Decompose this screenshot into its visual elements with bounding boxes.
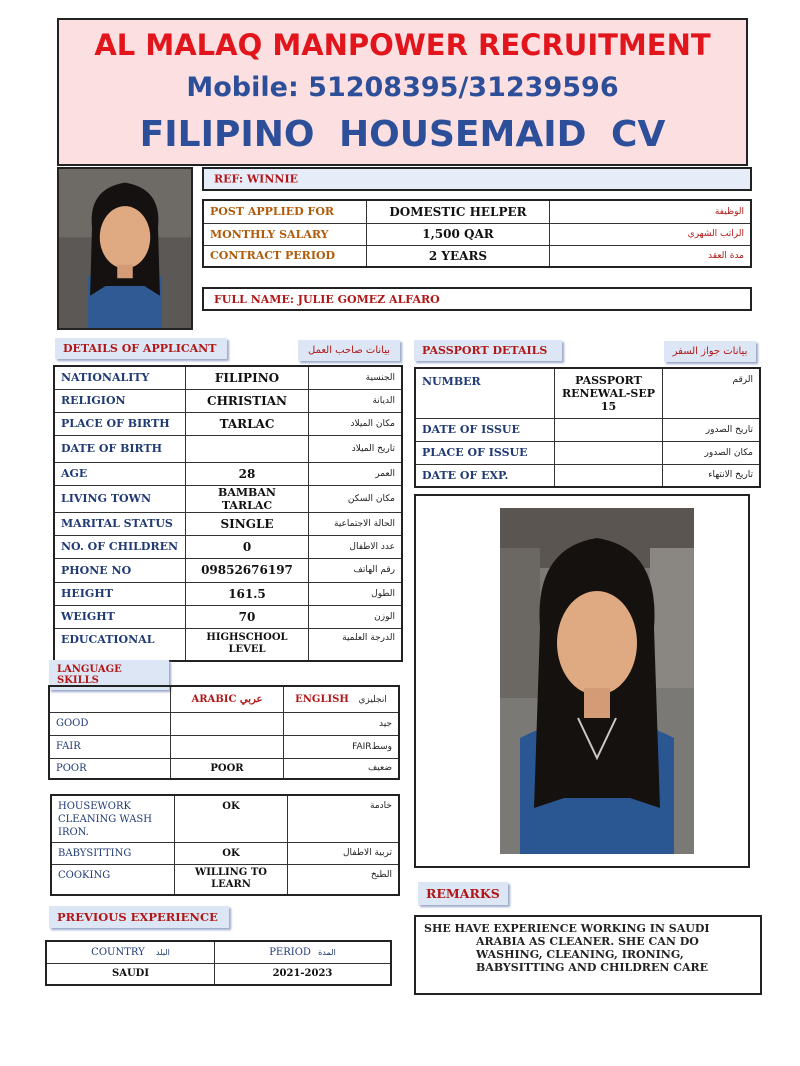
job-value: DOMESTIC HELPER [367, 200, 550, 223]
applicant-table [53, 365, 403, 662]
skill-label-ar: خادمة [288, 795, 400, 842]
experience-table [45, 940, 392, 986]
applicant-label-ar: الديانة [309, 389, 403, 412]
applicant-section-title-ar: بيانات صاحب العمل [298, 340, 400, 361]
language-col-arabic: ARABIC عربي [171, 686, 284, 712]
language-col-english-ar: انجليزي [358, 694, 387, 705]
full-photo-frame [414, 494, 750, 868]
language-english: FAIRوسط [284, 735, 400, 758]
skill-row [51, 795, 399, 842]
applicant-value: TARLAC [186, 412, 309, 435]
skill-label-ar: تربية الاطفال [288, 842, 400, 864]
job-value: 1,500 QAR [367, 223, 550, 245]
agency-name: AL MALAQ MANPOWER RECRUITMENT [94, 28, 711, 62]
portrait-image [500, 508, 694, 854]
passport-label-ar: الرقم [663, 368, 761, 418]
passport-value [555, 464, 663, 487]
skill-label: COOKING [51, 864, 175, 895]
applicant-value [186, 435, 309, 462]
applicant-photo-large [500, 508, 694, 854]
applicant-value: 28 [186, 462, 309, 485]
applicant-value: 0 [186, 535, 309, 558]
job-label-ar: الوظيفة [550, 200, 752, 223]
language-level: POOR [49, 758, 171, 779]
passport-label-ar: تاريخ الصدور [663, 418, 761, 441]
applicant-label: DATE OF BIRTH [54, 435, 186, 462]
applicant-label: NATIONALITY [54, 366, 186, 389]
job-label: MONTHLY SALARY [203, 223, 367, 245]
passport-row [415, 441, 760, 464]
language-english: ضعيف [284, 758, 400, 779]
experience-col-country-ar: البلد [155, 947, 170, 957]
language-row [49, 758, 399, 779]
experience-col-country: COUNTRY [91, 946, 145, 958]
applicant-row [54, 389, 402, 412]
language-arabic [171, 735, 284, 758]
language-row [49, 735, 399, 758]
language-header-row [49, 686, 399, 712]
applicant-label-ar: الدرجة العلمية [309, 628, 403, 661]
passport-label-ar: مكان الصدور [663, 441, 761, 464]
passport-section-title-ar: بيانات جواز السفر [664, 341, 756, 362]
applicant-value: 09852676197 [186, 558, 309, 582]
applicant-row [54, 628, 402, 661]
experience-country: SAUDI [46, 963, 215, 985]
passport-label: PLACE OF ISSUE [415, 441, 555, 464]
passport-section-title: PASSPORT DETAILS [414, 340, 562, 361]
applicant-row [54, 535, 402, 558]
skill-row [51, 842, 399, 864]
language-col-english: ENGLISH [295, 693, 349, 705]
applicant-value: 70 [186, 605, 309, 628]
skill-label-ar: الطبخ [288, 864, 400, 895]
agency-mobile: Mobile: 51208395/31239596 [186, 72, 619, 103]
passport-label: DATE OF EXP. [415, 464, 555, 487]
applicant-label-ar: الطول [309, 582, 403, 605]
applicant-value: BAMBAN TARLAC [186, 485, 309, 512]
applicant-row [54, 366, 402, 389]
passport-label: NUMBER [415, 368, 555, 418]
applicant-row [54, 435, 402, 462]
language-arabic [171, 712, 284, 735]
language-row [49, 712, 399, 735]
applicant-label: WEIGHT [54, 605, 186, 628]
applicant-label-ar: رقم الهاتف [309, 558, 403, 582]
applicant-label: AGE [54, 462, 186, 485]
applicant-label: HEIGHT [54, 582, 186, 605]
passport-label-ar: تاريخ الانتهاء [663, 464, 761, 487]
job-label: POST APPLIED FOR [203, 200, 367, 223]
experience-header-row [46, 941, 391, 963]
experience-row [46, 963, 391, 985]
applicant-row [54, 462, 402, 485]
applicant-row [54, 512, 402, 535]
applicant-label-ar: الحالة الاجتماعية [309, 512, 403, 535]
applicant-row [54, 485, 402, 512]
language-header-empty [49, 686, 171, 712]
applicant-label: LIVING TOWN [54, 485, 186, 512]
language-section-title: LANGUAGE SKILLS [49, 660, 169, 690]
remarks-text: SHE HAVE EXPERIENCE WORKING IN SAUDI ARABIA AS CLEANER. SHE CAN DO WASHING, CLEANING, IRONING, BABYSITTING AND CHILDREN CARE [424, 922, 710, 974]
experience-col-period: PERIOD [269, 946, 311, 958]
ref-text: REF: WINNIE [214, 172, 298, 186]
applicant-label: EDUCATIONAL [54, 628, 186, 661]
applicant-value: 161.5 [186, 582, 309, 605]
applicant-value: SINGLE [186, 512, 309, 535]
applicant-label-ar: مكان الميلاد [309, 412, 403, 435]
job-table [202, 199, 752, 268]
applicant-label-ar: الجنسية [309, 366, 403, 389]
language-level: GOOD [49, 712, 171, 735]
job-row [203, 245, 751, 267]
cv-header [57, 18, 748, 166]
language-col-english-cell [284, 686, 400, 712]
passport-row [415, 464, 760, 487]
applicant-row [54, 412, 402, 435]
applicant-row [54, 558, 402, 582]
remarks-box [414, 915, 762, 995]
job-row [203, 200, 751, 223]
cv-title: FILIPINO HOUSEMAID CV [139, 114, 666, 155]
applicant-label: NO. OF CHILDREN [54, 535, 186, 558]
applicant-value: CHRISTIAN [186, 389, 309, 412]
applicant-label-ar: تاريخ الميلاد [309, 435, 403, 462]
language-table [48, 685, 400, 780]
passport-row [415, 368, 760, 418]
skill-label: HOUSEWORK CLEANING WASH IRON. [51, 795, 175, 842]
experience-col-country-cell [46, 941, 215, 963]
experience-col-period-cell [215, 941, 392, 963]
applicant-photo-small [57, 167, 193, 330]
applicant-label: PLACE OF BIRTH [54, 412, 186, 435]
portrait-image [59, 169, 191, 328]
full-name: FULL NAME: JULIE GOMEZ ALFARO [214, 293, 440, 306]
passport-value [555, 441, 663, 464]
applicant-label-ar: عدد الاطفال [309, 535, 403, 558]
applicant-section-title: DETAILS OF APPLICANT [55, 338, 227, 359]
remarks-section-title: REMARKS [418, 882, 508, 905]
full-name-bar [202, 287, 752, 311]
passport-value [555, 418, 663, 441]
skill-value: OK [175, 795, 288, 842]
job-value: 2 YEARS [367, 245, 550, 267]
applicant-label-ar: العمر [309, 462, 403, 485]
language-arabic: POOR [171, 758, 284, 779]
applicant-label-ar: مكان السكن [309, 485, 403, 512]
applicant-value: FILIPINO [186, 366, 309, 389]
skills-table [50, 794, 400, 896]
job-label-ar: الراتب الشهري [550, 223, 752, 245]
ref-bar [202, 167, 752, 191]
passport-label: DATE OF ISSUE [415, 418, 555, 441]
job-row [203, 223, 751, 245]
experience-col-period-ar: المدة [318, 947, 336, 957]
skill-value: WILLING TO LEARN [175, 864, 288, 895]
experience-section-title: PREVIOUS EXPERIENCE [49, 906, 229, 928]
language-level: FAIR [49, 735, 171, 758]
skill-row [51, 864, 399, 895]
applicant-label: RELIGION [54, 389, 186, 412]
applicant-row [54, 605, 402, 628]
skill-label: BABYSITTING [51, 842, 175, 864]
passport-table [414, 367, 761, 488]
applicant-label: MARITAL STATUS [54, 512, 186, 535]
skill-value: OK [175, 842, 288, 864]
experience-period: 2021-2023 [215, 963, 392, 985]
applicant-row [54, 582, 402, 605]
job-label-ar: مدة العقد [550, 245, 752, 267]
applicant-label-ar: الوزن [309, 605, 403, 628]
passport-row [415, 418, 760, 441]
job-label: CONTRACT PERIOD [203, 245, 367, 267]
applicant-value: HIGHSCHOOL LEVEL [186, 628, 309, 661]
applicant-label: PHONE NO [54, 558, 186, 582]
language-english: جيد [284, 712, 400, 735]
passport-value: PASSPORT RENEWAL-SEP 15 [555, 368, 663, 418]
